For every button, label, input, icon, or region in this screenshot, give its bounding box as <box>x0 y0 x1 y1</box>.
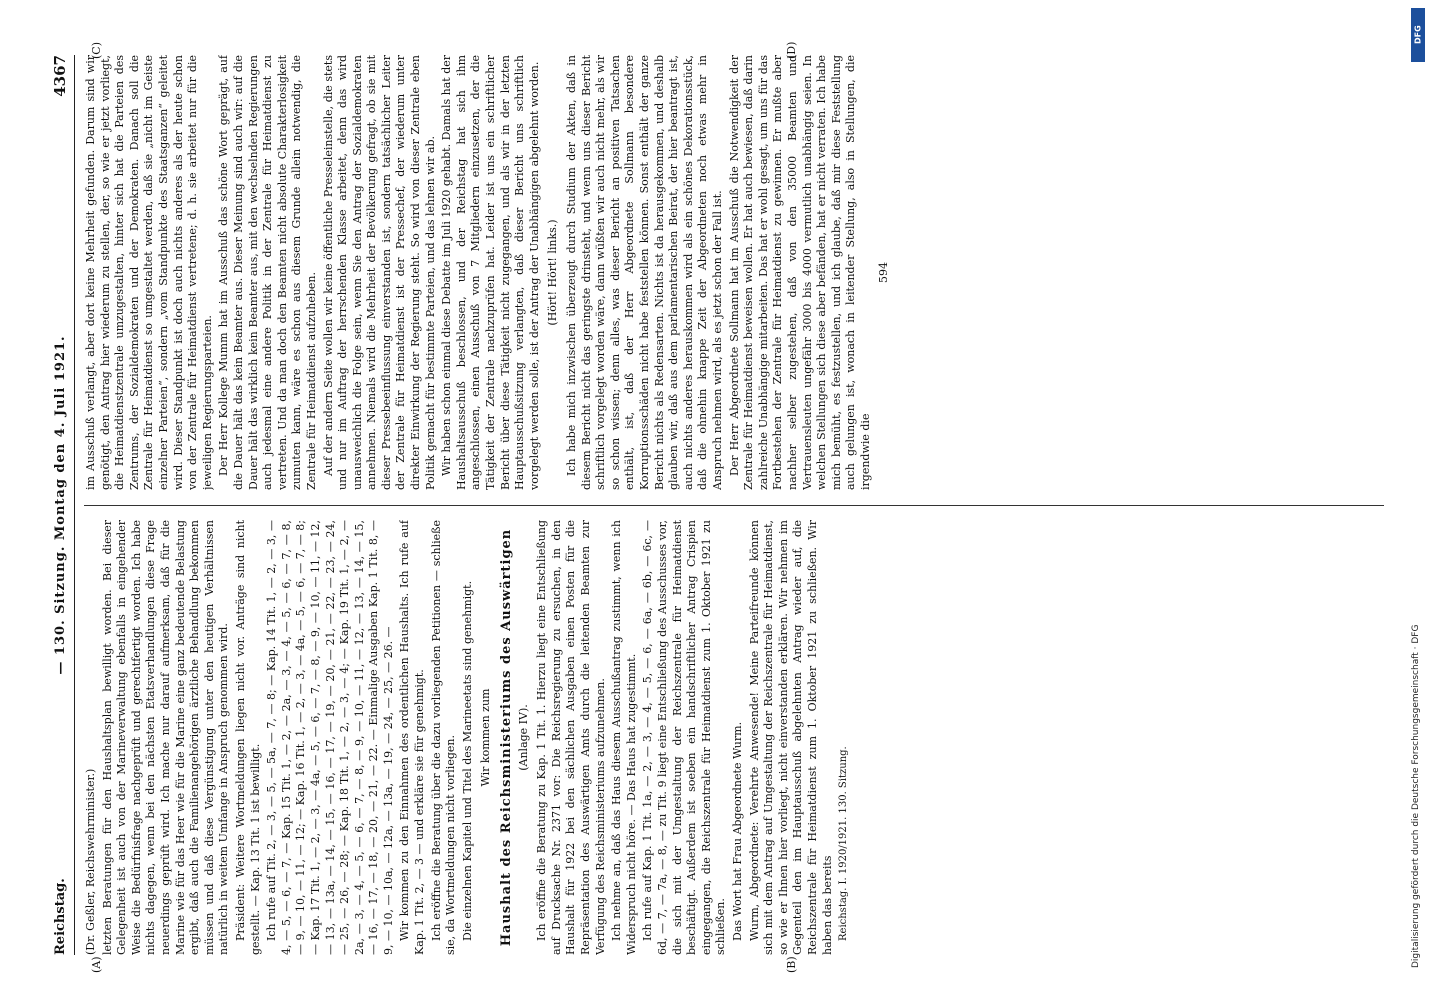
section-heading: Haushalt des Reichsministeriums des Auswärtigen <box>499 528 515 947</box>
page-number: 4367 <box>51 55 69 97</box>
page-footer: Reichstag. I. 1920/1921. 130. Sitzung. <box>838 746 850 941</box>
digitization-sidebar <box>1405 8 1433 993</box>
paragraph: letzten Beratungen für den Haushaltsplan bewilligt worden. Bei dieser Gelegenheit ist auch von der Marineverwaltung ebenfalls in eingehender Weise die Bedürfnisfrage nachgeprüft und gerechtfertigt worden. Ich habe nichts dagegen, wenn bei den nächsten Etatsverhandlungen diese Frage neuerdings geprüft wird. Ich mache nur darauf aufmerksam, daß für die Marine wie für das Heer wie für die Marine eine ganz bedeutende Belastung ergibt, daß auch die Familienangehörigen ärztliche Behandlung bekommen müssen und daß diese Vergünstigung unter den heutigen Verhältnissen natürlich in weitem Umfange in Anspruch genommen wird. <box>100 520 231 955</box>
paragraph: Präsident: Weitere Wortmeldungen liegen nicht vor. Anträge sind nicht gestellt. — Kap. 13 Tit. 1 ist bewilligt. <box>233 520 262 955</box>
paragraph: Auf der andern Seite wollen wir keine öffentliche Presseleinstelle, die stets und nur im Auftrag der herrschenden Klasse arbeitet, denn das wird unausweichlich die Folge sein, wenn Sie den Antrag der Sozialdemokraten annehmen. Niemals wird die Mehrheit der Bevölkerung gefragt, ob sie mit dieser Pressebeeinflussung einverstanden ist, sondern tatsächlicher Leiter der Zentrale für Heimatdienst ist der Pressechef, der wiederum unter direkter Einwirkung der Regierung steht. So wird von dieser Zentrale eben Politik gemacht für bestimmte Parteien, und das lehnen wir ab. <box>321 55 437 490</box>
page-header <box>50 55 75 955</box>
paragraph: Ich rufe auf Tit. 2, — 3, — 5, — 5a, — 7, — 8; — Kap. 14 Tit. 1, — 2, — 3, — 4, — 5, — 6, — 7, — Kap. 15 Tit. 1, — 2, — 2a, — 3, — 4, — 5, — 6, — 7, — 8, — 9, — 10, — 11, — 12; — Kap. 16 Tit. 1, — 2, — 3, — 4a, — 5, — 6, — 7, — 8; — Kap. 17 Tit. 1, — 2, — 3, — 4a, — 5, — 6, — 7, — 8, — 9, — 10, — 11, — 12, — 13, — 13a, — 14, — 15, — 16, — 17, — 19, — 20, — 21, — 22, — 23, — 24, — 25, — 26, — 28; — Kap. 18 Tit. 1, — 2, — 3, — 4; — Kap. 19 Tit. 1, — 2, — 2a, — 3, — 4, — 5, — 6, — 7, — 8, — 9, — 10, — 11, — 12, — 13, — 14, — 15, — 16, — 17, — 18, — 20, — 21, — 22. — Einmalige Ausgaben Kap. 1 Tit. 8, — 9, — 10, — 10a, — 12a, — 13a, — 19, — 24, — 25, — 26. — <box>265 520 395 955</box>
column-divider <box>84 505 1384 506</box>
paragraph: Ich nehme an, daß das Haus diesem Ausschußantrag zustimmt, wenn ich Widerspruch nicht höre. — Das Haus hat zugestimmt. <box>610 520 638 955</box>
paragraph: Der Herr Kollege Mumm hat im Ausschuß das schöne Wort geprägt, auf die Dauer hält das kein Beamter aus. Dieser Meinung sind auch wir: auf die Dauer hält das wirklich kein Beamter aus, mit den wechselnden Regierungen auch jedesmal eine andere Politik in der Zentrale für Heimatdienst zu vertreten. Und da man doch den Beamten nicht absolute Charakterlosigkeit zumuten kann, wäre es schon aus diesem Grunde allein notwendig, die Zentrale für Heimatdienst aufzuheben. <box>217 55 318 490</box>
paragraph: Wir haben schon einmal diese Debatte im Juli 1920 gehabt. Damals hat der Haushaltsausschuß beschlossen, und der Reichstag hat sich ihm angeschlossen, einen Ausschuß von 7 Mitgliedern einzusetzen, der die Tätigkeit der Zentrale nachzuprüfen hat. Leider ist uns ein schriftlicher Bericht über diese Tätigkeit nicht zugegangen, und als wir in der letzten Hauptausschußsitzung verlangten, daß dieser Bericht uns schriftlich vorgelegt werden solle, ist der Antrag der Unabhängigen abgelehnt worden. <box>440 55 541 490</box>
margin-mark-c: (C) <box>90 42 103 59</box>
paragraph: Der Herr Abgeordnete Sollmann hat im Ausschuß die Notwendigkeit der Zentrale für Heimatdienst beweisen wollen. Er hat auch bewiesen, daß darin zahlreiche Unabhängige mitarbeiten. Das hat er wohl gesagt, um uns für das Fortbestehen der Zentrale für Heimatdienst zu gewinnen. Er mußte aber nachher selber zugestehen, daß von den 35000 Beamten und Vertrauensleuten ungefähr 3000 bis 4000 vermutlich unabhängig seien. In welchen Stellungen sich diese aber befänden, hat er nicht verraten. Ich habe mich bemüht, es festzustellen, und ich glaube, daß mir diese Feststellung auch gelungen ist, wonach in leitender Stellung, also in Stellungen, die irgendwie die <box>727 55 872 490</box>
header-center: — 130. Sitzung. Montag den 4. Juli 1921. <box>53 335 68 675</box>
interjection: (Hört! Hört! links.) <box>546 219 560 326</box>
margin-mark-b: (B) <box>785 956 798 973</box>
header-left: Reichstag. <box>53 878 68 955</box>
paragraph: Wurm, Abgeordnete: Verehrte Anwesende! Meine Parteifreunde können sich mit dem Antrag auf Umgestaltung der Reichszentrale für Heimatdienst, so wie er Ihnen hier vorliegt, nicht einverstanden erklären. Wir nehmen im Gegenteil den im Hauptausschuß abgelehnten Antrag wieder auf, die Reichszentrale für Heimatdienst zum 1. Oktober 1921 zu schließen. Wir haben das bereits <box>747 520 834 955</box>
page-mark: 594 <box>877 262 891 283</box>
paragraph: Ich rufe auf Kap. 1 Tit. 1a, — 2, — 3, — 4, — 5, — 6, — 6a, — 6b, — 6c, — 6d, — 7, — 7a, — 8, — zu Tit. 9 liegt eine Entschließung des Ausschusses vor, die sich mit der Umgestaltung der Reichszentrale für Heimatdienst beschäftigt. Außerdem ist soeben ein handschriftlicher Antrag Crispien eingegangen, die Reichszentrale für Heimatdienst zum 1. Oktober 1921 zu schließen. <box>641 520 728 955</box>
paragraph: Ich eröffne die Beratung über die dazu vorliegenden Petitionen — schließe sie, da Wortmeldungen nicht vorliegen. <box>429 520 458 955</box>
paragraph: Das Wort hat Frau Abgeordnete Wurm. <box>730 721 744 941</box>
paragraph: Die einzelnen Kapitel und Titel des Marineetats sind genehmigt. <box>460 580 474 941</box>
rotated-page <box>50 35 1410 975</box>
paragraph: Ich habe mich inzwischen überzeugt durch Studium der Akten, daß in diesem Bericht nicht das geringste drinsteht, und wenn uns dieser Bericht schriftlich vorgelegt worden wäre, dann wüßten wir auch nicht mehr, als wir so schon wissen; denn alles, was dieser Bericht an positiven Tatsachen enthält, ist, daß der Herr Abgeordnete Sollmann besondere Korruptionsschäden nicht habe feststellen können. Sonst enthält der ganze Bericht nichts als Redensarten. Nichts ist da herausgekommen, und deshalb glauben wir, daß aus dem parlamentarischen Beirat, der hier beantragt ist, auch nichts anderes herauskommen wird als ein schönes Dekorationsstück, daß die ohnehin knappe Zeit der Abgeordneten noch etwas mehr in Anspruch nehmen wird, als es jetzt schon der Fall ist. <box>565 55 724 490</box>
paragraph: Wir kommen zu den Einnahmen des ordentlichen Haushalts. Ich rufe auf Kap. 1 Tit. 2, — 3 — und erkläre sie für genehmigt. <box>398 520 427 955</box>
speaker-intro: (Dr. Geßler, Reichswehrminister.) <box>84 768 97 955</box>
margin-mark-a: (A) <box>90 956 103 973</box>
right-column <box>84 55 1399 490</box>
paragraph: im Ausschuß verlangt, aber dort keine Mehrheit gefunden. Darum sind wir genötigt, den Antrag hier wiederum zu stellen, der, so wie er jetzt vorliegt, die Heimatdienstzentrale umzugestalten, hinter sich hat die Parteien des Zentrums, der Sozialdemokraten und der Demokraten. Danach soll die Zentrale für Heimatdienst so umgestaltet werden, daß sie „nicht im Geiste einzelner Parteien“, sondern „vom Standpunkte des Staatsganzen“ geleitet wird. Dieser Standpunkt ist doch auch nichts anderes als der heute schon von der Zentrale für Heimatdienst vertretene; d. h. sie arbeitet nur für die jeweiligen Regierungsparteien. <box>84 55 214 490</box>
digitization-note: Digitalisierung gefördert durch die Deutsche Forschungsgemeinschaft · DFG <box>1411 624 1421 968</box>
left-column <box>84 520 1399 955</box>
dfg-logo: DFG <box>1411 8 1425 62</box>
section-subheading: (Anlage IV). <box>516 704 530 771</box>
paragraph: Wir kommen zum <box>479 688 493 787</box>
margin-mark-d: (D) <box>785 41 798 59</box>
paragraph: Ich eröffne die Beratung zu Kap. 1 Tit. 1. Hierzu liegt eine Entschließung auf Drucksache Nr. 2371 vor: Die Reichsregierung zu ersuchen, in den Haushalt für 1922 bei den sächlichen Ausgaben einen Posten für die Repräsentation des Auswärtigen Amts durch die leitenden Beamten zur Verfügung des Reichsministeriums aufzunehmen. <box>535 520 607 955</box>
